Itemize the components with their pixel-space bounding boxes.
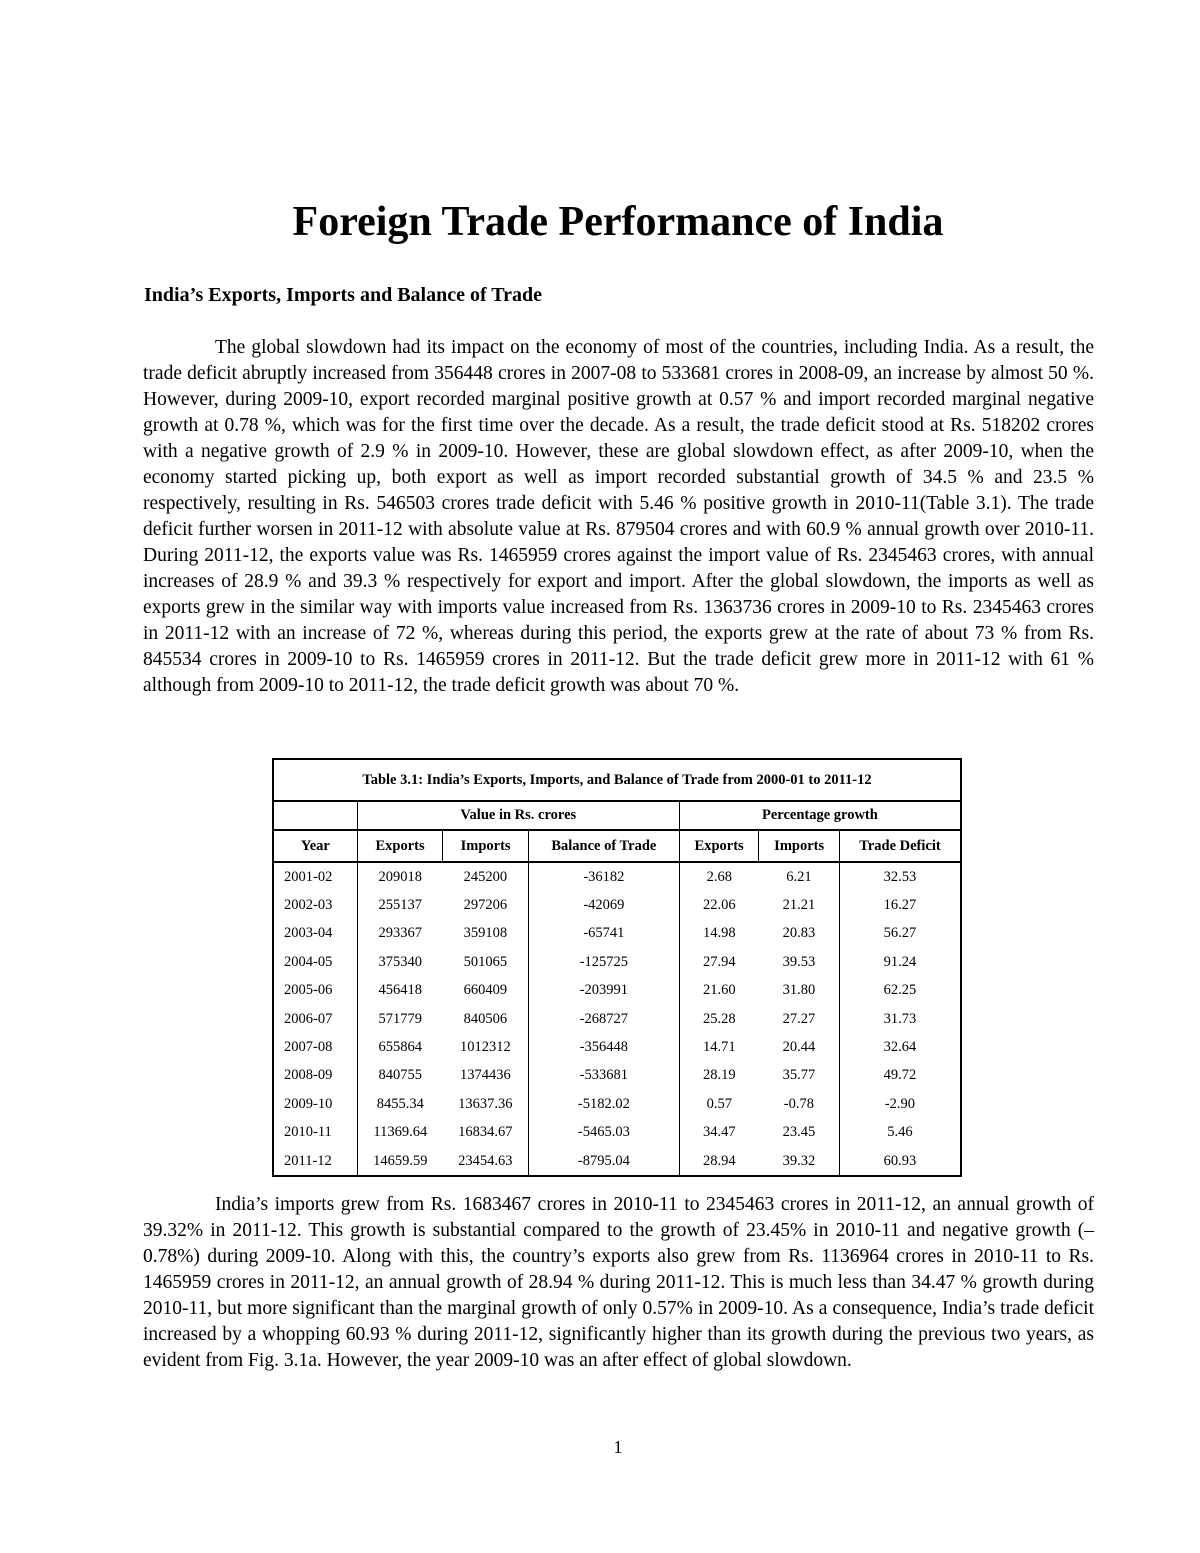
cell-balance: -5182.02 <box>528 1090 679 1118</box>
cell-year: 2004-05 <box>273 948 357 976</box>
cell-exports: 655864 <box>378 1039 423 1056</box>
cell-exports-growth: 28.94 <box>703 1152 736 1169</box>
table-row <box>273 1005 961 1033</box>
cell-imports-growth: 20.44 <box>782 1039 816 1056</box>
cell-year: 2001-02 <box>273 862 357 891</box>
cell-year: 2010-11 <box>273 1119 357 1147</box>
cell-imports: 13637.36 <box>458 1095 513 1112</box>
cell-exports: 571779 <box>378 1010 423 1027</box>
table-row <box>273 1062 961 1090</box>
cell-exports-growth: 27.94 <box>703 953 736 970</box>
cell-imports-growth: 6.21 <box>786 868 812 885</box>
cell-exports: 11369.64 <box>373 1124 428 1141</box>
cell-imports: 840506 <box>463 1010 508 1027</box>
cell-deficit-growth: 16.27 <box>839 891 961 919</box>
cell-exports: 456418 <box>378 982 423 999</box>
column-header-year: Year <box>273 830 357 862</box>
column-header-exports-growth: Exports <box>679 830 759 862</box>
cell-year: 2006-07 <box>273 1005 357 1033</box>
table-row <box>273 948 961 976</box>
cell-balance: -42069 <box>528 891 679 919</box>
cell-balance: -268727 <box>528 1005 679 1033</box>
cell-imports: 1012312 <box>459 1039 511 1056</box>
cell-imports-growth: 31.80 <box>782 982 816 999</box>
table-row <box>273 1033 961 1061</box>
cell-year: 2007-08 <box>273 1033 357 1061</box>
cell-balance: -36182 <box>528 862 679 891</box>
cell-balance: -356448 <box>528 1033 679 1061</box>
cell-exports: 255137 <box>378 897 423 914</box>
cell-imports-growth: 39.32 <box>782 1152 816 1169</box>
cell-year: 2003-04 <box>273 920 357 948</box>
cell-year: 2002-03 <box>273 891 357 919</box>
cell-balance: -8795.04 <box>528 1147 679 1176</box>
table-row <box>273 1119 961 1147</box>
cell-year: 2009-10 <box>273 1090 357 1118</box>
cell-year: 2011-12 <box>273 1147 357 1176</box>
cell-exports: 209018 <box>378 868 423 885</box>
column-header-imports-growth: Imports <box>759 830 840 862</box>
cell-deficit-growth: 91.24 <box>839 948 961 976</box>
cell-exports: 8455.34 <box>376 1095 424 1112</box>
cell-balance: -203991 <box>528 977 679 1005</box>
page-title: Foreign Trade Performance of India <box>292 199 944 245</box>
column-header-imports: Imports <box>443 830 529 862</box>
cell-imports: 297206 <box>463 897 508 914</box>
section-heading: India’s Exports, Imports and Balance of Trade <box>144 284 543 306</box>
table-row <box>273 891 961 919</box>
cell-imports: 501065 <box>463 953 508 970</box>
body-paragraph-1-text: The global slowdown had its impact on the economy of most of the countries, including India. As a result, the trade deficit abruptly increased from 356448 crores in 2007-08 to 533681 crores in 2008-09, an increase by almost 50 %. However, during 2009-10, export recorded marginal positive growth at 0.57 % and import recorded marginal negative growth at 0.78 %, which was for the first time over the decade. As a result, the trade deficit stood at Rs. 518202 crores with a negative growth of 2.9 % in 2009-10. However, these are global slowdown effect, as after 2009-10, when the economy started picking up, both export as well as import recorded substantial growth of 34.5 % and 23.5 % respectively, resulting in Rs. 546503 crores trade deficit with 5.46 % positive growth in 2010-11(Table 3.1). The trade deficit further worsen in 2011-12 with absolute value at Rs. 879504 crores and with 60.9 % annual growth over 2010-11. During 2011-12, the exports value was Rs. 1465959 crores against the import value of Rs. 2345463 crores, with annual increases of 28.9 % and 39.3 % respectively for export and import. After the global slowdown, the imports as well as exports grew in the similar way with imports value increased from Rs. 1363736 crores in 2009-10 to Rs. 2345463 crores in 2011-12 with an increase of 72 %, whereas during this period, the exports grew at the rate of about 73 % from Rs. 845534 crores in 2009-10 to Rs. 1465959 crores in 2011-12. But the trade deficit grew more in 2011-12 with 61 % although from 2009-10 to 2011-12, the trade deficit growth was about 70 %. <box>143 337 1094 696</box>
cell-exports-growth: 14.71 <box>703 1039 736 1056</box>
cell-imports: 16834.67 <box>458 1124 513 1141</box>
cell-exports-growth: 25.28 <box>703 1010 736 1027</box>
cell-imports-growth: -0.78 <box>783 1095 814 1112</box>
cell-balance: -5465.03 <box>528 1119 679 1147</box>
table-row <box>273 1090 961 1118</box>
cell-balance: -65741 <box>528 920 679 948</box>
cell-imports: 245200 <box>463 868 508 885</box>
cell-deficit-growth: 32.53 <box>839 862 961 891</box>
column-header-exports: Exports <box>357 830 443 862</box>
cell-imports-growth: 21.21 <box>782 897 816 914</box>
cell-exports-growth: 28.19 <box>703 1067 736 1084</box>
cell-imports-growth: 27.27 <box>782 1010 816 1027</box>
cell-exports: 840755 <box>378 1067 423 1084</box>
cell-balance: -533681 <box>528 1062 679 1090</box>
cell-imports-growth: 23.45 <box>782 1124 816 1141</box>
table-row <box>273 920 961 948</box>
trade-table <box>272 758 962 1177</box>
cell-deficit-growth: 62.25 <box>839 977 961 1005</box>
group-header-empty <box>273 801 357 830</box>
cell-year: 2008-09 <box>273 1062 357 1090</box>
body-paragraph-1 <box>143 335 1094 699</box>
cell-deficit-growth: 31.73 <box>839 1005 961 1033</box>
cell-imports: 660409 <box>463 982 508 999</box>
cell-imports-growth: 39.53 <box>782 953 816 970</box>
group-header-growth: Percentage growth <box>679 801 961 830</box>
cell-exports-growth: 14.98 <box>703 925 736 942</box>
cell-exports: 293367 <box>378 925 423 942</box>
cell-imports-growth: 20.83 <box>782 925 816 942</box>
body-paragraph-2-text: India’s imports grew from Rs. 1683467 crores in 2010-11 to 2345463 crores in 2011-12, an annual growth of 39.32% in 2011-12. This growth is substantial compared to the growth of 23.45% in 2010-11 and negative growth (– 0.78%) during 2009-10. Along with this, the country’s exports also grew from Rs. 1136964 crores in 2010-11 to Rs. 1465959 crores in 2011-12, an annual growth of 28.94 % during 2011-12. This is much less than 34.47 % growth during 2010-11, but more significant than the marginal growth of only 0.57% in 2009-10. As a consequence, India’s trade deficit increased by a whopping 60.93 % during 2011-12, significantly higher than its growth during the previous two years, as evident from Fig. 3.1a. However, the year 2009-10 was an after effect of global slowdown. <box>143 1194 1094 1371</box>
cell-deficit-growth: 32.64 <box>839 1033 961 1061</box>
cell-deficit-growth: 5.46 <box>839 1119 961 1147</box>
column-header-balance-of-trade: Balance of Trade <box>528 830 679 862</box>
cell-exports-growth: 2.68 <box>706 868 733 885</box>
table-row <box>273 862 961 891</box>
table-row <box>273 1147 961 1176</box>
cell-exports-growth: 21.60 <box>703 982 736 999</box>
cell-exports-growth: 0.57 <box>706 1095 733 1112</box>
cell-deficit-growth: -2.90 <box>839 1090 961 1118</box>
cell-imports: 1374436 <box>459 1067 511 1084</box>
page-number: 1 <box>613 1437 623 1457</box>
cell-exports: 14659.59 <box>373 1152 428 1169</box>
cell-deficit-growth: 60.93 <box>839 1147 961 1176</box>
column-header-trade-deficit-growth: Trade Deficit <box>839 830 961 862</box>
group-header-value: Value in Rs. crores <box>357 801 679 830</box>
cell-balance: -125725 <box>528 948 679 976</box>
table-row <box>273 977 961 1005</box>
cell-imports: 359108 <box>463 925 508 942</box>
cell-deficit-growth: 56.27 <box>839 920 961 948</box>
table-caption: Table 3.1: India’s Exports, Imports, and Balance of Trade from 2000-01 to 2011-12 <box>273 759 961 801</box>
cell-year: 2005-06 <box>273 977 357 1005</box>
cell-imports: 23454.63 <box>458 1152 513 1169</box>
body-paragraph-2 <box>143 1192 1094 1374</box>
cell-exports-growth: 22.06 <box>703 897 736 914</box>
cell-exports-growth: 34.47 <box>703 1124 736 1141</box>
cell-imports-growth: 35.77 <box>782 1067 816 1084</box>
cell-deficit-growth: 49.72 <box>839 1062 961 1090</box>
cell-exports: 375340 <box>378 953 423 970</box>
